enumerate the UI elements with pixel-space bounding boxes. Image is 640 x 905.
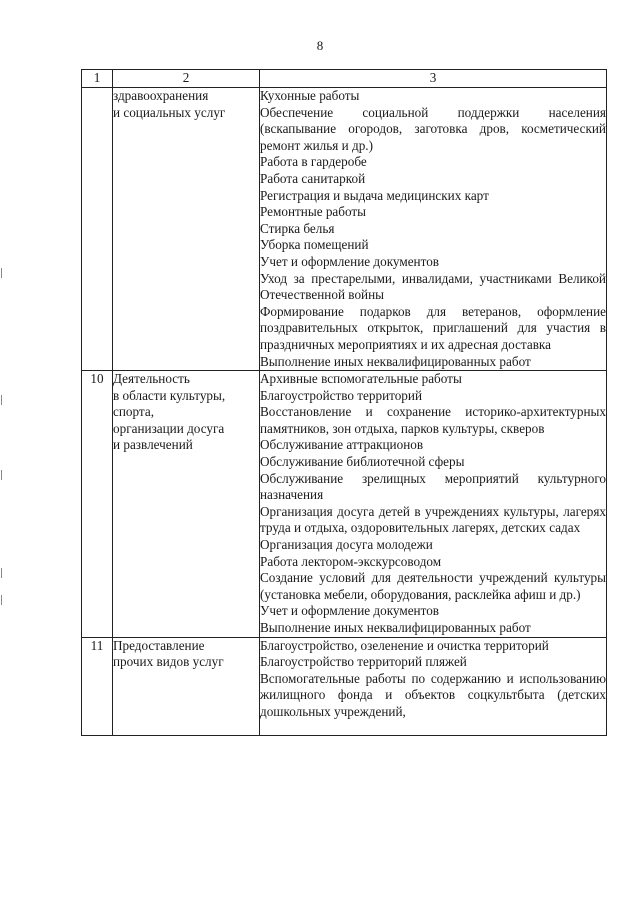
work-item: Учет и оформление документов (260, 603, 440, 619)
works-cell (260, 637, 607, 735)
category-line: в области культуры, (113, 387, 226, 403)
work-item: Организация досуга молодежи (260, 537, 433, 553)
work-item: Благоустройство территорий пляжей (260, 654, 467, 670)
column-header: 1 (82, 70, 113, 88)
category-line: и развлечений (113, 437, 193, 453)
works-cell (260, 88, 607, 371)
work-item: Восстановление и сохранение историко-архитектурных памятников, зон отдыха, парков культуры, скверов (260, 404, 606, 436)
work-item: Работа санитаркой (260, 170, 366, 186)
row-number: 10 (82, 371, 113, 638)
work-item: Выполнение иных неквалифицированных работ (260, 353, 531, 369)
category-cell (113, 88, 260, 371)
category-line: здравоохранения (113, 88, 209, 103)
work-item: Работа в гардеробе (260, 154, 367, 170)
work-item: Стирка белья (260, 220, 335, 236)
work-item: Вспомогательные работы по содержанию и использованию жилищного фонда и объектов соцкультбыта (детских дошкольных учреждений, (260, 670, 606, 719)
work-item: Формирование подарков для ветеранов, оформление поздравительных открыток, приглашений для участия в праздничных мероприятиях и их адресная доставка (260, 303, 606, 352)
category-line: Деятельность (113, 371, 190, 387)
category-line: и социальных услуг (113, 104, 226, 120)
column-header: 2 (113, 70, 260, 88)
category-line: Предоставление (113, 637, 205, 653)
page-number: 8 (316, 38, 324, 53)
work-item: Создание условий для деятельности учреждений культуры (установка мебели, оборудования, расклейка афиш и др.) (260, 570, 606, 602)
work-item: Благоустройство, озеленение и очистка территорий (260, 637, 549, 653)
column-header: 3 (260, 70, 607, 88)
work-item: Уход за престарелыми, инвалидами, участниками Великой Отечественной войны (260, 270, 606, 303)
work-item: Кухонные работы (260, 88, 360, 103)
work-item: Работа лектором-экскурсоводом (260, 553, 442, 569)
row-number: 11 (82, 637, 113, 735)
category-line: организации досуга (113, 420, 225, 436)
category-line: прочих видов услуг (113, 654, 224, 670)
work-item: Регистрация и выдача медицинских карт (260, 187, 489, 203)
table-row (82, 88, 607, 371)
margin-mark (1, 568, 2, 578)
work-item: Обеспечение социальной поддержки населения (вскапывание огородов, заготовка дров, косметический ремонт жилья и др.) (260, 104, 606, 153)
table-row (82, 371, 607, 638)
category-line: спорта, (113, 404, 154, 420)
work-item: Архивные вспомогательные работы (260, 371, 462, 387)
margin-mark (1, 268, 2, 278)
work-item: Выполнение иных неквалифицированных работ (260, 620, 531, 635)
work-item: Организация досуга детей в учреждениях культуры, лагерях труда и отдыха, оздоровительных лагерях, детских садах (260, 503, 606, 536)
work-item: Обслуживание аттракционов (260, 437, 424, 453)
category-cell (113, 637, 260, 735)
margin-mark (1, 395, 2, 405)
work-item: Обслуживание зрелищных мероприятий культурного назначения (260, 470, 606, 503)
table-row (82, 637, 607, 735)
work-item: Учет и оформление документов (260, 253, 440, 269)
row-number (82, 88, 113, 371)
margin-mark (1, 470, 2, 480)
work-item: Обслуживание библиотечной сферы (260, 454, 465, 470)
work-item: Благоустройство территорий (260, 387, 423, 403)
table-header-row (82, 70, 607, 88)
category-cell (113, 371, 260, 638)
activity-table (81, 69, 607, 736)
margin-mark (1, 595, 2, 605)
work-item: Уборка помещений (260, 237, 369, 253)
works-cell (260, 371, 607, 638)
work-item: Ремонтные работы (260, 204, 367, 220)
